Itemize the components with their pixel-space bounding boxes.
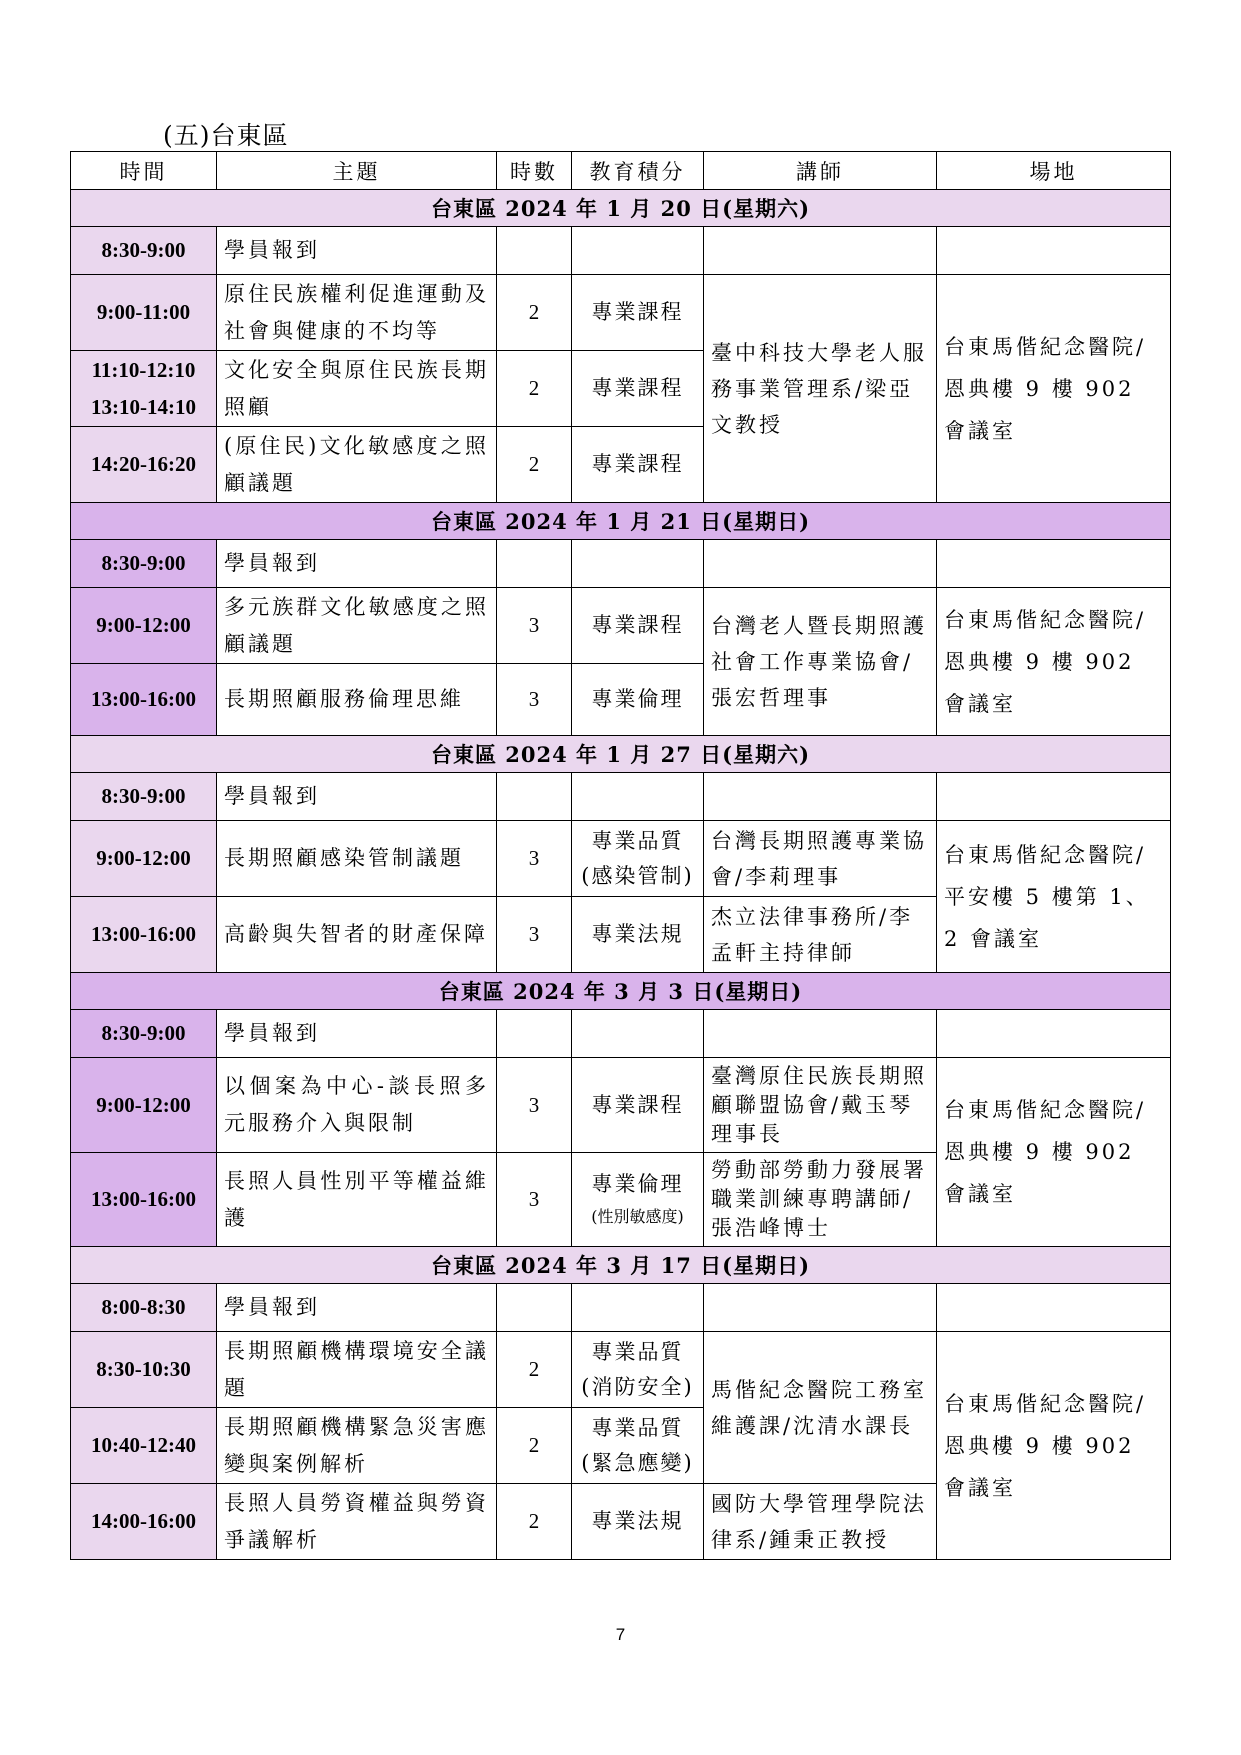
- hours-cell: 2: [497, 275, 572, 351]
- hours-cell: 2: [497, 427, 572, 503]
- col-header-credit: 教育積分: [572, 152, 704, 190]
- col-header-lecturer: 講師: [704, 152, 937, 190]
- date-row: [71, 973, 1171, 1010]
- hours-cell: 2: [497, 1484, 572, 1560]
- topic-cell: 學員報到: [217, 540, 497, 588]
- credit-sublabel: (感染管制): [581, 863, 694, 888]
- credit-cell: 專業課程: [572, 275, 704, 351]
- topic-cell: 多元族群文化敏感度之照顧議題: [217, 588, 497, 664]
- topic-cell: 學員報到: [217, 1010, 497, 1058]
- checkin-row: [71, 773, 1171, 821]
- time-part: 13:10-14:10: [91, 394, 196, 419]
- venue-cell: 台東馬偕紀念醫院/恩典樓 9 樓 902 會議室: [937, 588, 1171, 736]
- credit-cell: 專業倫理: [572, 664, 704, 736]
- col-header-time: 時間: [71, 152, 217, 190]
- time-cell: 9:00-11:00: [71, 275, 217, 351]
- time-cell: 13:00-16:00: [71, 897, 217, 973]
- credit-sublabel: (緊急應變): [581, 1450, 694, 1475]
- date-label: 台東區 2024 年 1 月 20 日(星期六): [71, 190, 1171, 227]
- section-heading: (五)台東區: [163, 121, 289, 150]
- credit-cell: 專業法規: [572, 897, 704, 973]
- header-row: [71, 152, 1171, 190]
- hours-cell: 3: [497, 588, 572, 664]
- venue-cell: 台東馬偕紀念醫院/恩典樓 9 樓 902 會議室: [937, 1332, 1171, 1560]
- time-cell: 9:00-12:00: [71, 588, 217, 664]
- date-row: [71, 190, 1171, 227]
- credit-label: 專業倫理: [591, 1172, 684, 1196]
- topic-cell: 原住民族權利促進運動及社會與健康的不均等: [217, 275, 497, 351]
- topic-cell: 以個案為中心-談長照多元服務介入與限制: [217, 1058, 497, 1153]
- topic-cell: 學員報到: [217, 227, 497, 275]
- topic-cell: 學員報到: [217, 773, 497, 821]
- lecturer-cell: 杰立法律事務所/李孟軒主持律師: [704, 897, 937, 973]
- topic-cell: 高齡與失智者的財產保障: [217, 897, 497, 973]
- checkin-row: [71, 1010, 1171, 1058]
- credit-label: 專業品質: [591, 1339, 684, 1364]
- topic-cell: (原住民)文化敏感度之照顧議題: [217, 427, 497, 503]
- venue-cell: 台東馬偕紀念醫院/恩典樓 9 樓 902 會議室: [937, 275, 1171, 503]
- col-header-topic: 主題: [217, 152, 497, 190]
- time-cell: [71, 351, 217, 427]
- time-cell: 9:00-12:00: [71, 821, 217, 897]
- time-cell: 8:30-9:00: [71, 540, 217, 588]
- topic-cell: 長期照顧機構環境安全議題: [217, 1332, 497, 1408]
- topic-cell: 長期照顧機構緊急災害應變與案例解析: [217, 1408, 497, 1484]
- session-row: [71, 588, 1171, 664]
- date-label: 台東區 2024 年 1 月 27 日(星期六): [71, 736, 1171, 773]
- credit-cell: 專業課程: [572, 588, 704, 664]
- session-row: [71, 821, 1171, 897]
- hours-cell: 3: [497, 821, 572, 897]
- checkin-row: [71, 1284, 1171, 1332]
- topic-cell: 學員報到: [217, 1284, 497, 1332]
- time-cell: 14:20-16:20: [71, 427, 217, 503]
- credit-cell: 專業課程: [572, 351, 704, 427]
- credit-label: 專業品質: [591, 1415, 684, 1440]
- hours-cell: 3: [497, 1058, 572, 1153]
- topic-cell: 長期照顧服務倫理思維: [217, 664, 497, 736]
- credit-cell: [572, 1153, 704, 1247]
- col-header-venue: 場地: [937, 152, 1171, 190]
- date-label: 台東區 2024 年 1 月 21 日(星期日): [71, 503, 1171, 540]
- page-number: 7: [615, 1625, 626, 1644]
- time-cell: 8:30-9:00: [71, 773, 217, 821]
- date-label: 台東區 2024 年 3 月 3 日(星期日): [71, 973, 1171, 1010]
- time-cell: 13:00-16:00: [71, 664, 217, 736]
- lecturer-cell: 馬偕紀念醫院工務室維護課/沈清水課長: [704, 1332, 937, 1484]
- date-row: [71, 736, 1171, 773]
- session-row: [71, 275, 1171, 351]
- time-cell: 9:00-12:00: [71, 1058, 217, 1153]
- credit-cell: 專業課程: [572, 1058, 704, 1153]
- lecturer-cell: 勞動部勞動力發展署職業訓練專聘講師/張浩峰博士: [704, 1153, 937, 1247]
- checkin-row: [71, 540, 1171, 588]
- training-schedule-table: [70, 151, 1171, 1560]
- hours-cell: 3: [497, 664, 572, 736]
- topic-cell: 長照人員性別平等權益維護: [217, 1153, 497, 1247]
- time-cell: 8:30-9:00: [71, 1010, 217, 1058]
- credit-cell: 專業法規: [572, 1484, 704, 1560]
- session-row: [71, 1332, 1171, 1408]
- credit-cell: [572, 1332, 704, 1408]
- topic-cell: 長照人員勞資權益與勞資爭議解析: [217, 1484, 497, 1560]
- lecturer-cell: 台灣長期照護專業協會/李莉理事: [704, 821, 937, 897]
- topic-cell: 文化安全與原住民族長期照顧: [217, 351, 497, 427]
- time-cell: 14:00-16:00: [71, 1484, 217, 1560]
- credit-label: 專業品質: [591, 828, 684, 853]
- col-header-hours: 時數: [497, 152, 572, 190]
- time-cell: 10:40-12:40: [71, 1408, 217, 1484]
- lecturer-cell: 國防大學管理學院法律系/鍾秉正教授: [704, 1484, 937, 1560]
- hours-cell: 2: [497, 351, 572, 427]
- lecturer-cell: 台灣老人暨長期照護社會工作專業協會/張宏哲理事: [704, 588, 937, 736]
- time-cell: 8:30-10:30: [71, 1332, 217, 1408]
- time-cell: 13:00-16:00: [71, 1153, 217, 1247]
- credit-cell: [572, 1408, 704, 1484]
- credit-cell: [572, 821, 704, 897]
- venue-cell: 台東馬偕紀念醫院/平安樓 5 樓第 1、2 會議室: [937, 821, 1171, 973]
- time-cell: 8:30-9:00: [71, 227, 217, 275]
- hours-cell: 2: [497, 1332, 572, 1408]
- time-cell: 8:00-8:30: [71, 1284, 217, 1332]
- date-row: [71, 503, 1171, 540]
- topic-cell: 長期照顧感染管制議題: [217, 821, 497, 897]
- credit-sublabel: (消防安全): [581, 1374, 694, 1399]
- lecturer-cell: 臺中科技大學老人服務事業管理系/梁亞文教授: [704, 275, 937, 503]
- credit-sublabel: (性別敏感度): [591, 1207, 684, 1226]
- hours-cell: 3: [497, 1153, 572, 1247]
- credit-cell: 專業課程: [572, 427, 704, 503]
- checkin-row: [71, 227, 1171, 275]
- session-row: [71, 1058, 1171, 1153]
- hours-cell: 2: [497, 1408, 572, 1484]
- time-part: 11:10-12:10: [91, 357, 196, 382]
- hours-cell: 3: [497, 897, 572, 973]
- venue-cell: 台東馬偕紀念醫院/恩典樓 9 樓 902 會議室: [937, 1058, 1171, 1247]
- date-row: [71, 1247, 1171, 1284]
- date-label: 台東區 2024 年 3 月 17 日(星期日): [71, 1247, 1171, 1284]
- lecturer-cell: 臺灣原住民族長期照顧聯盟協會/戴玉琴理事長: [704, 1058, 937, 1153]
